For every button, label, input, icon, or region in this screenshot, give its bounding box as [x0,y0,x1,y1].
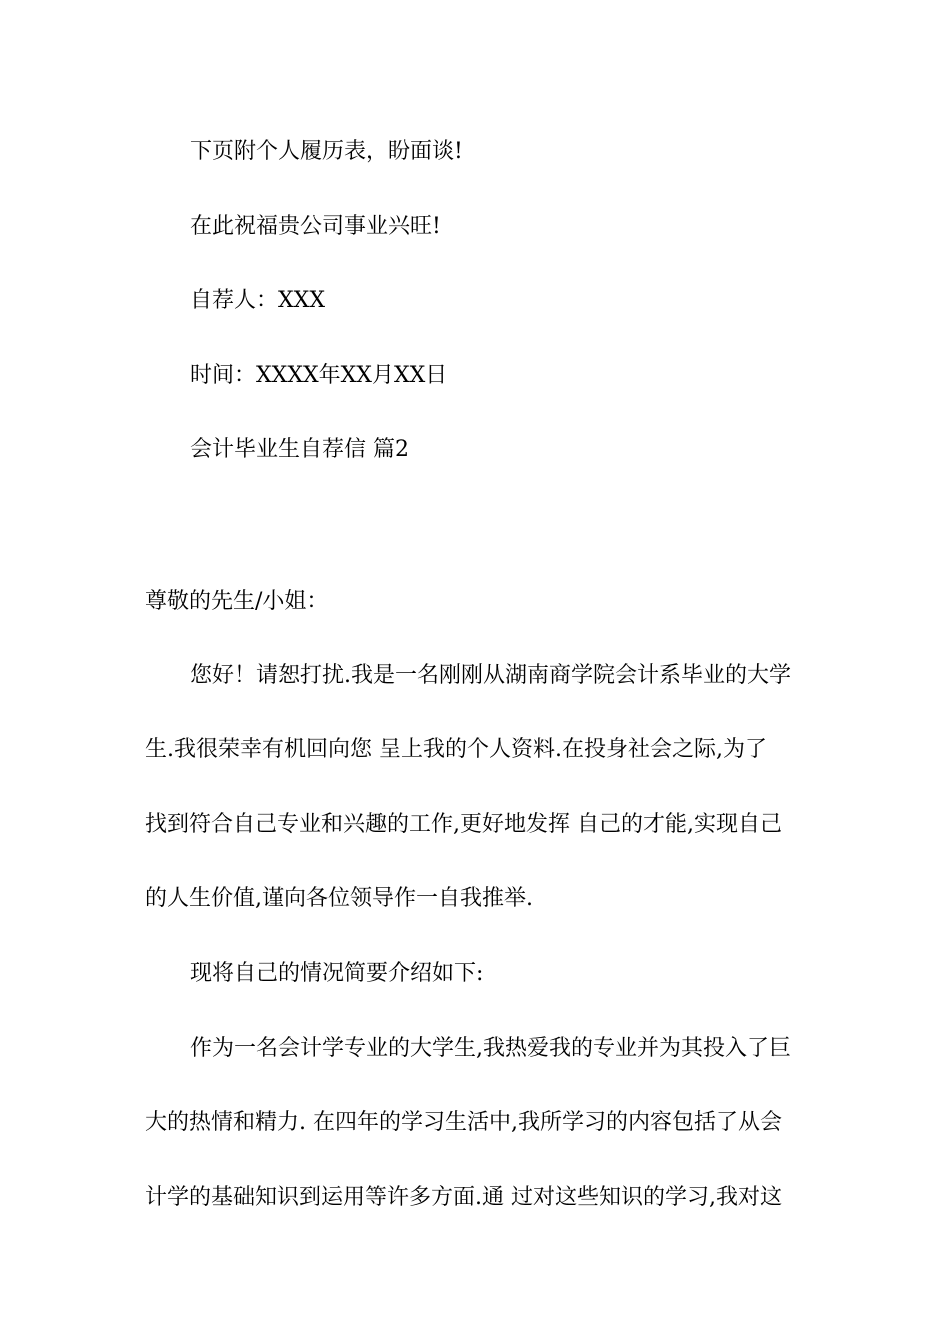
body-line: 找到符合自己专业和兴趣的工作,更好地发挥 自己的才能,实现自己 [145,812,782,837]
body-line: 现将自己的情况简要介绍如下: [190,961,484,986]
body-line: 的人生价值,谨向各位领导作一自我推举. [145,886,533,911]
signature-name: 自荐人：XXX [190,288,325,313]
closing-wish: 在此祝福贵公司事业兴旺! [190,214,441,239]
body-line: 您好！请恕打扰.我是一名刚刚从湖南商学院会计系毕业的大学 [190,663,791,688]
signature-date: 时间：XXXX年XX月XX日 [190,363,448,388]
attachment-note: 下页附个人履历表，盼面谈! [190,139,463,164]
section-heading: 会计毕业生自荐信 篇2 [190,437,409,462]
body-line: 大的热情和精力. 在四年的学习生活中,我所学习的内容包括了从会 [145,1110,782,1135]
body-line: 计学的基础知识到运用等许多方面.通 过对这些知识的学习,我对这 [145,1185,782,1210]
body-line: 作为一名会计学专业的大学生,我热爱我的专业并为其投入了巨 [190,1036,791,1061]
salutation: 尊敬的先生/小姐： [145,589,329,614]
body-line: 生.我很荣幸有机回向您 呈上我的个人资料.在投身社会之际,为了 [145,737,767,762]
